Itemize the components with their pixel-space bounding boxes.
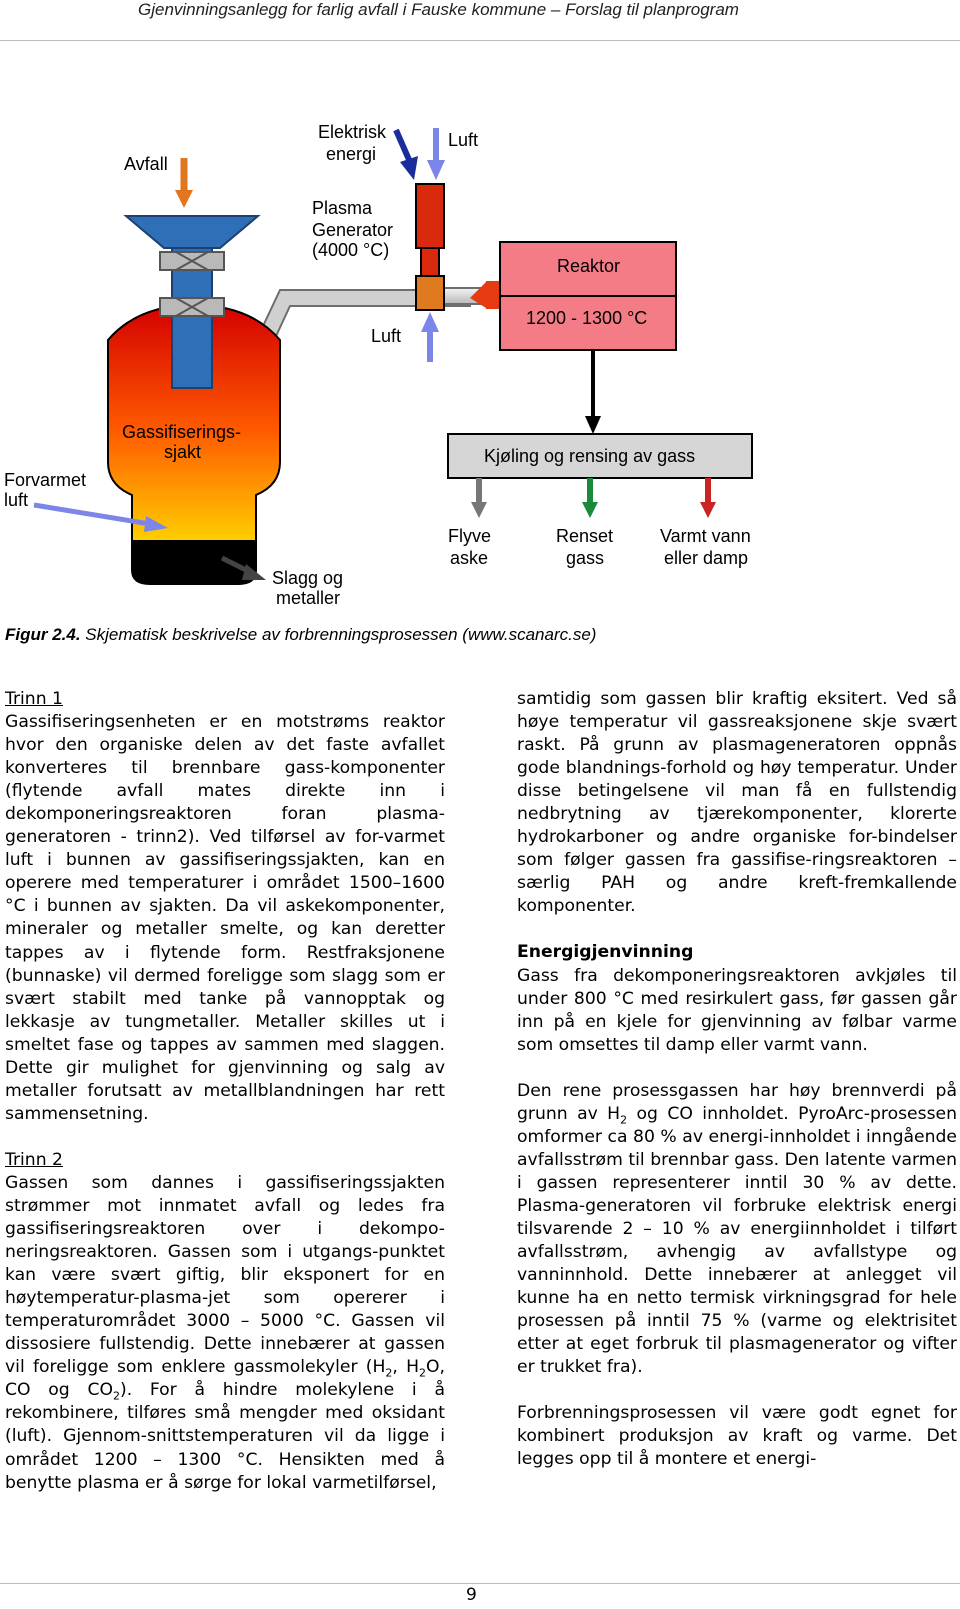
reactor-temp: 1200 - 1300 °C: [526, 308, 648, 328]
header-title: Gjenvinningsanlegg for farlig avfall i Fauske kommune – Forslag til planprogram: [138, 0, 739, 19]
label-flyve-1: Flyve: [448, 526, 492, 546]
label-elektrisk-1: Elektrisk: [318, 122, 387, 142]
cooling-label: Kjøling og rensing av gass: [484, 446, 696, 466]
label-gassif-2: sjakt: [164, 442, 202, 462]
right-paragraph-2: Gass fra dekomponeringsreaktoren avkjøles til under 800 °C med resirkulert gass, før gassen går inn på en kjele for gjenvinning av følbar varme som omsettes til damp eller varmt vann.: [517, 965, 957, 1055]
trinn1-heading: Trinn 1: [5, 689, 63, 709]
right-paragraph-1: samtidig som gassen blir kraftig eksitert. Ved så høye temperatur vil gassreaksjonene skje svært raskt. På grunn av plasmageneratoren oppnås gode blandnings-forhold og høy temperatur. Under disse betingelsene vil man få en fullstendig nedbrytning av tjærekomponenter, klorerte hydrokarboner og andre organiske for-bindelser som følger gassen fra gassifise-ringsreaktoren – særlig PAH og andre kreft-fremkallende komponenter.: [517, 689, 957, 917]
reactor-title: Reaktor: [557, 256, 621, 276]
label-elektrisk-2: energi: [326, 144, 377, 164]
energigjenvinning-heading: Energigjenvinning: [517, 942, 694, 963]
page-header: [0, 0, 960, 41]
gas-pipe: [248, 288, 498, 362]
caption-label: Figur 2.4.: [5, 625, 81, 644]
air-mid-arrow: [421, 312, 439, 362]
left-column: [5, 688, 445, 1495]
label-flyve-2: aske: [450, 548, 489, 568]
right-paragraph-3: Den rene prosessgassen har høy brennverdi på grunn av $H_2$ og CO innholdet. PyroArc-prosessen omformer ca 80 % av energi-innholdet i inngående avfallsstrøm til brennbar gass. Den latente varmen i gassen representerer inntil 30 % av dette. Plasma-generatoren vil forbruke elektrisk energi tilsvarende 2 – 10 % av energiinnholdet i tilført avfallsstrøm, avhengig av avfallstype og vanninnhold. Dette innebærer at anlegget vil kunne ha en netto termisk virkningsgrad for hele prosessen på inntil 75 % (varme og elektrisitet etter at eget forbruk til plasmagenerator og vifter er trukket fra).: [517, 1080, 957, 1378]
label-avfall: Avfall: [124, 154, 168, 174]
footer-divider: [0, 1583, 960, 1584]
trinn2-heading: Trinn 2: [5, 1149, 63, 1170]
label-plasma-2: Generator: [312, 220, 394, 240]
label-luft-top: Luft: [448, 130, 479, 150]
label-renset-2: gass: [566, 548, 605, 568]
process-diagram: [0, 100, 960, 630]
caption-text: Skjematisk beskrivelse av forbrenningsprosessen (www.scanarc.se): [80, 625, 597, 644]
fly-ash-arrow: [471, 478, 487, 518]
label-gassif-1: Gassifiserings-: [122, 422, 242, 442]
reactor-output-arrow: [585, 350, 601, 434]
trinn2-text: Gassen som dannes i gassifiseringssjakten strømmer mot innmatet avfall og ledes fra gassifiseringsreaktoren over i dekompo-neringsreaktoren. Gassen som i utgangs-punktet kan være svært giftig, blir eksponert for en høytemperatur-plasma-jet som opererer i temperaturområdet 3000 – 5000 °C. Gassen vil dissosiere fullstendig. Dette innebærer at gassen vil foreligge som enklere gassmolekyler ($H_2$, $H_2O$, CO og $CO_2$). For å hindre molekylene i å rekombinere, tilføres små mengder med oksidant (luft). Gjennom-snittstemperaturen vil da ligge i området 1200 – 1300 °C. Hensikten med å benytte plasma er å sørge for lokal varmetilførsel,: [5, 1172, 446, 1493]
electric-energy-arrow: [396, 130, 418, 180]
label-forvarmet-1: Forvarmet: [4, 470, 87, 490]
label-slagg-2: metaller: [276, 588, 341, 608]
trinn1-text: Gassifiseringsenheten er en motstrøms reaktor hvor den organiske delen av det faste avfallet konverteres til brennbare gass-komponenter (flytende avfall mates direkte inn i dekomponeringsreaktoren foran plasma-generatoren - trinn2). Ved tilførsel av for-varmet luft i bunnen av gassifiseringssjakten, kan en operere med temperaturer i området 1500–1600 °C i bunnen av sjakten. Da vil askekomponenter, mineraler og metaller smelte, og kan deretter tappes av i flytende form. Restfraksjonene (bunnaske) vil dermed foreligge som slagg som er svært stabilt med tanke på vannopptak og lekkasje av tungmetaller. Metaller skilles ut i smeltet fase og tappes av sammen med slaggen. Dette gir mulighet for gjenvinning og salg av metaller forutsatt av metallblandningen har rett sammensetning.: [5, 712, 445, 1124]
label-luft-mid: Luft: [371, 326, 402, 346]
figure-caption: [5, 625, 596, 645]
label-forvarmet-2: luft: [4, 490, 29, 510]
page-number: 9: [466, 1585, 477, 1605]
clean-gas-arrow: [582, 478, 598, 518]
label-varmt-2: eller damp: [664, 548, 749, 568]
hot-water-arrow: [700, 478, 716, 518]
label-plasma-1: Plasma: [312, 198, 373, 218]
label-slagg-1: Slagg og: [272, 568, 344, 588]
right-paragraph-4: Forbrenningsprosessen vil være godt egnet for kombinert produksjon av kraft og varme. Det legges opp til å montere et energi-: [517, 1403, 957, 1470]
air-top-arrow: [427, 128, 445, 180]
label-varmt-1: Varmt vann: [660, 526, 751, 546]
waste-input-arrow: [175, 158, 193, 208]
label-renset-1: Renset: [556, 526, 614, 546]
right-column: [517, 688, 957, 1471]
label-plasma-3: (4000 °C): [312, 240, 390, 260]
